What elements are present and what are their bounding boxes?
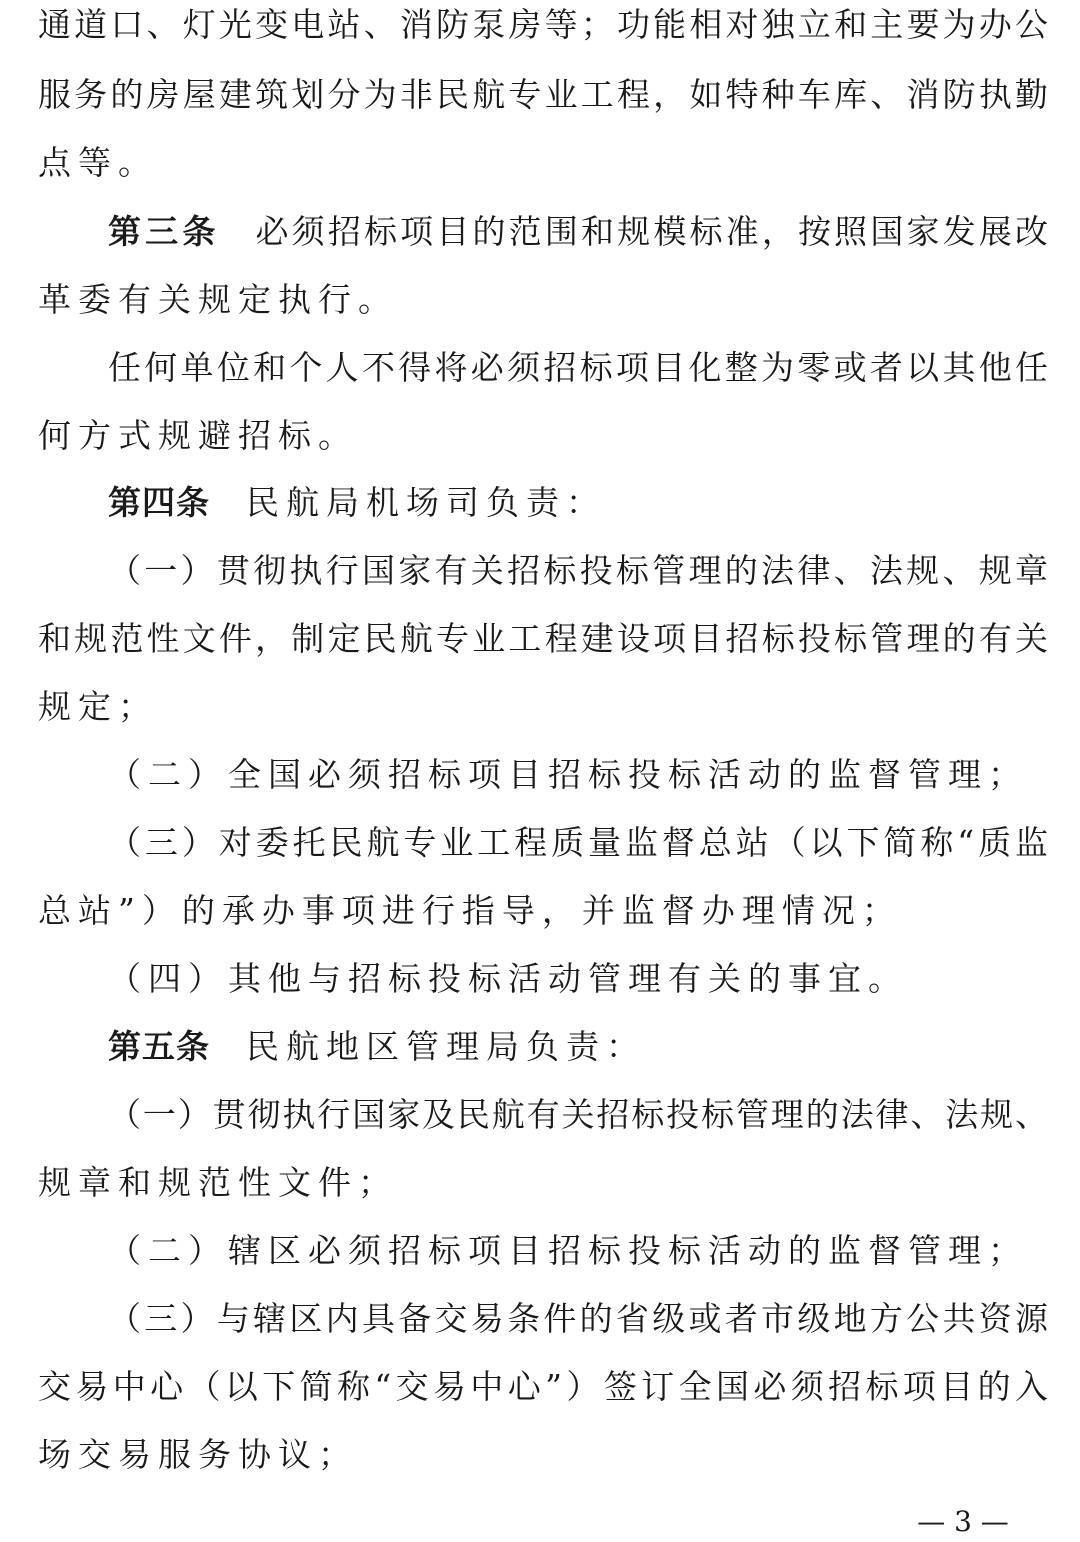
paragraph-line: 通道口、灯光变电站、消防泵房等；功能相对独立和主要为办公: [38, 5, 1048, 44]
page-number: — 3 —: [917, 1505, 1009, 1538]
article-3-label: 第三条: [108, 212, 220, 251]
paragraph-line: （一）贯彻执行国家有关招标投标管理的法律、法规、规章: [108, 551, 1048, 590]
paragraph-line: 和规范性文件，制定民航专业工程建设项目招标投标管理的有关: [38, 619, 1048, 658]
paragraph-line: （二）全国必须招标项目招标投标活动的监督管理；: [108, 755, 1028, 794]
paragraph-line: 总站”）的承办事项进行指导，并监督办理情况；: [38, 891, 902, 930]
article-5-label: 第五条: [108, 1027, 210, 1066]
article-3-text: 必须招标项目的范围和规模标准，按照国家发展改: [255, 212, 1048, 251]
article-4-label: 第四条: [108, 483, 210, 522]
article-4-text: 民航局机场司负责：: [246, 483, 606, 522]
paragraph-line: 任何单位和个人不得将必须招标项目化整为零或者以其他任: [108, 348, 1048, 387]
paragraph-line: （三）与辖区内具备交易条件的省级或者市级地方公共资源: [108, 1299, 1048, 1338]
paragraph-line: 规定；: [38, 687, 158, 726]
paragraph-line: 场交易服务协议；: [38, 1435, 358, 1474]
paragraph-line: （四）其他与招标投标活动管理有关的事宜。: [108, 959, 908, 998]
paragraph-line: （二）辖区必须招标项目招标投标活动的监督管理；: [108, 1231, 1028, 1270]
paragraph-line: （一）贯彻执行国家及民航有关招标投标管理的法律、法规、: [108, 1095, 1048, 1134]
article-3-line: [108, 207, 1048, 257]
paragraph-line: 点等。: [38, 143, 158, 182]
paragraph-line: （三）对委托民航专业工程质量监督总站（以下简称“质监: [108, 823, 1048, 862]
article-5-text: 民航地区管理局负责：: [246, 1027, 646, 1066]
article-5-line: [108, 1022, 1048, 1072]
paragraph-line: 革委有关规定执行。: [38, 280, 398, 319]
paragraph-line: 何方式规避招标。: [38, 416, 358, 455]
paragraph-line: 规章和规范性文件；: [38, 1163, 398, 1202]
paragraph-line: 交易中心（以下简称“交易中心”）签订全国必须招标项目的入: [38, 1367, 1048, 1406]
paragraph-line: 服务的房屋建筑划分为非民航专业工程，如特种车库、消防执勤: [38, 75, 1048, 114]
article-4-line: [108, 478, 1048, 528]
